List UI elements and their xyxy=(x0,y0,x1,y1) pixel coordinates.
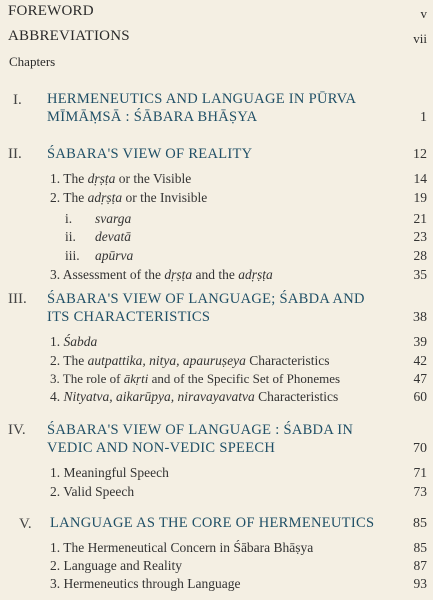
chapter-title-line: ŚABARA'S VIEW OF LANGUAGE : ŚABDA IN xyxy=(47,422,354,438)
section-entry: 2. Language and Reality xyxy=(50,558,182,573)
section-entry: 4. Nityatva, aikarūpya, niravayavatva Characteristics xyxy=(50,389,339,404)
section-entry: 2. Valid Speech xyxy=(50,484,135,499)
section-entry: 1. Śabda xyxy=(50,334,98,349)
toc-entry-abbreviations: ABBREVIATIONS xyxy=(8,28,130,44)
section-page: 47 xyxy=(413,371,427,386)
chapter-page: 70 xyxy=(413,441,427,456)
chapter-title-line: VEDIC AND NON-VEDIC SPEECH xyxy=(47,440,276,456)
subsection-entry: i. svarga xyxy=(65,211,132,226)
chapter-page: 12 xyxy=(413,147,427,162)
chapter-roman: IV. xyxy=(8,422,26,438)
section-entry: 3. Assessment of the dṛṣṭa and the adṛṣṭa xyxy=(50,267,273,282)
section-page: 93 xyxy=(413,576,427,591)
toc-page-abbreviations: vii xyxy=(413,31,427,46)
section-page: 73 xyxy=(413,484,427,499)
section-page: 42 xyxy=(413,353,427,368)
chapter-title-line: MĪMĀṂSĀ : ŚĀBARA BHĀṢYA xyxy=(47,109,258,125)
section-entry: 2. The autpattika, nitya, apauruṣeya Characteristics xyxy=(50,353,330,368)
section-entry: 1. The Hermeneutical Concern in Śābara Bhāṣya xyxy=(50,540,314,555)
section-page: 85 xyxy=(413,540,427,555)
section-page: 28 xyxy=(413,248,427,263)
chapter-title-line: LANGUAGE AS THE CORE OF HERMENEUTICS xyxy=(50,515,375,531)
section-page: 19 xyxy=(413,190,427,205)
section-page: 21 xyxy=(413,211,427,226)
section-entry: 3. The role of ākṛti and of the Specific Set of Phonemes xyxy=(50,371,341,386)
section-page: 14 xyxy=(413,171,427,186)
section-page: 71 xyxy=(413,465,427,480)
chapters-heading: Chapters xyxy=(9,54,56,69)
section-entry: 2. The adṛṣṭa or the Invisible xyxy=(50,190,208,205)
section-entry: 1. The dṛṣṭa or the Visible xyxy=(50,171,192,186)
section-entry: 1. Meaningful Speech xyxy=(50,465,169,480)
chapter-page: 85 xyxy=(413,516,427,531)
subsection-entry: ii. devatā xyxy=(65,229,131,244)
chapter-title-line: HERMENEUTICS AND LANGUAGE IN PŪRVA xyxy=(47,91,357,107)
chapter-title-line: ŚABARA'S VIEW OF LANGUAGE; ŚABDA AND xyxy=(47,291,365,307)
section-page: 60 xyxy=(413,389,427,404)
chapter-roman: I. xyxy=(13,92,22,108)
chapter-title-line: ŚABARA'S VIEW OF REALITY xyxy=(47,146,253,162)
subsection-entry: iii. apūrva xyxy=(65,248,134,263)
chapter-page: 38 xyxy=(413,310,427,325)
chapter-page: 1 xyxy=(420,110,427,125)
chapter-roman: II. xyxy=(8,146,22,162)
chapter-roman: V. xyxy=(19,516,32,532)
section-page: 35 xyxy=(413,267,427,282)
chapter-roman: III. xyxy=(8,291,27,307)
section-page: 87 xyxy=(413,558,427,573)
chapter-title-line: ITS CHARACTERISTICS xyxy=(47,309,211,325)
section-entry: 3. Hermeneutics through Language xyxy=(50,576,241,591)
section-page: 39 xyxy=(413,334,427,349)
toc-entry-foreword: FOREWORD xyxy=(8,3,94,19)
toc-page-foreword: v xyxy=(420,6,427,21)
section-page: 23 xyxy=(413,229,427,244)
